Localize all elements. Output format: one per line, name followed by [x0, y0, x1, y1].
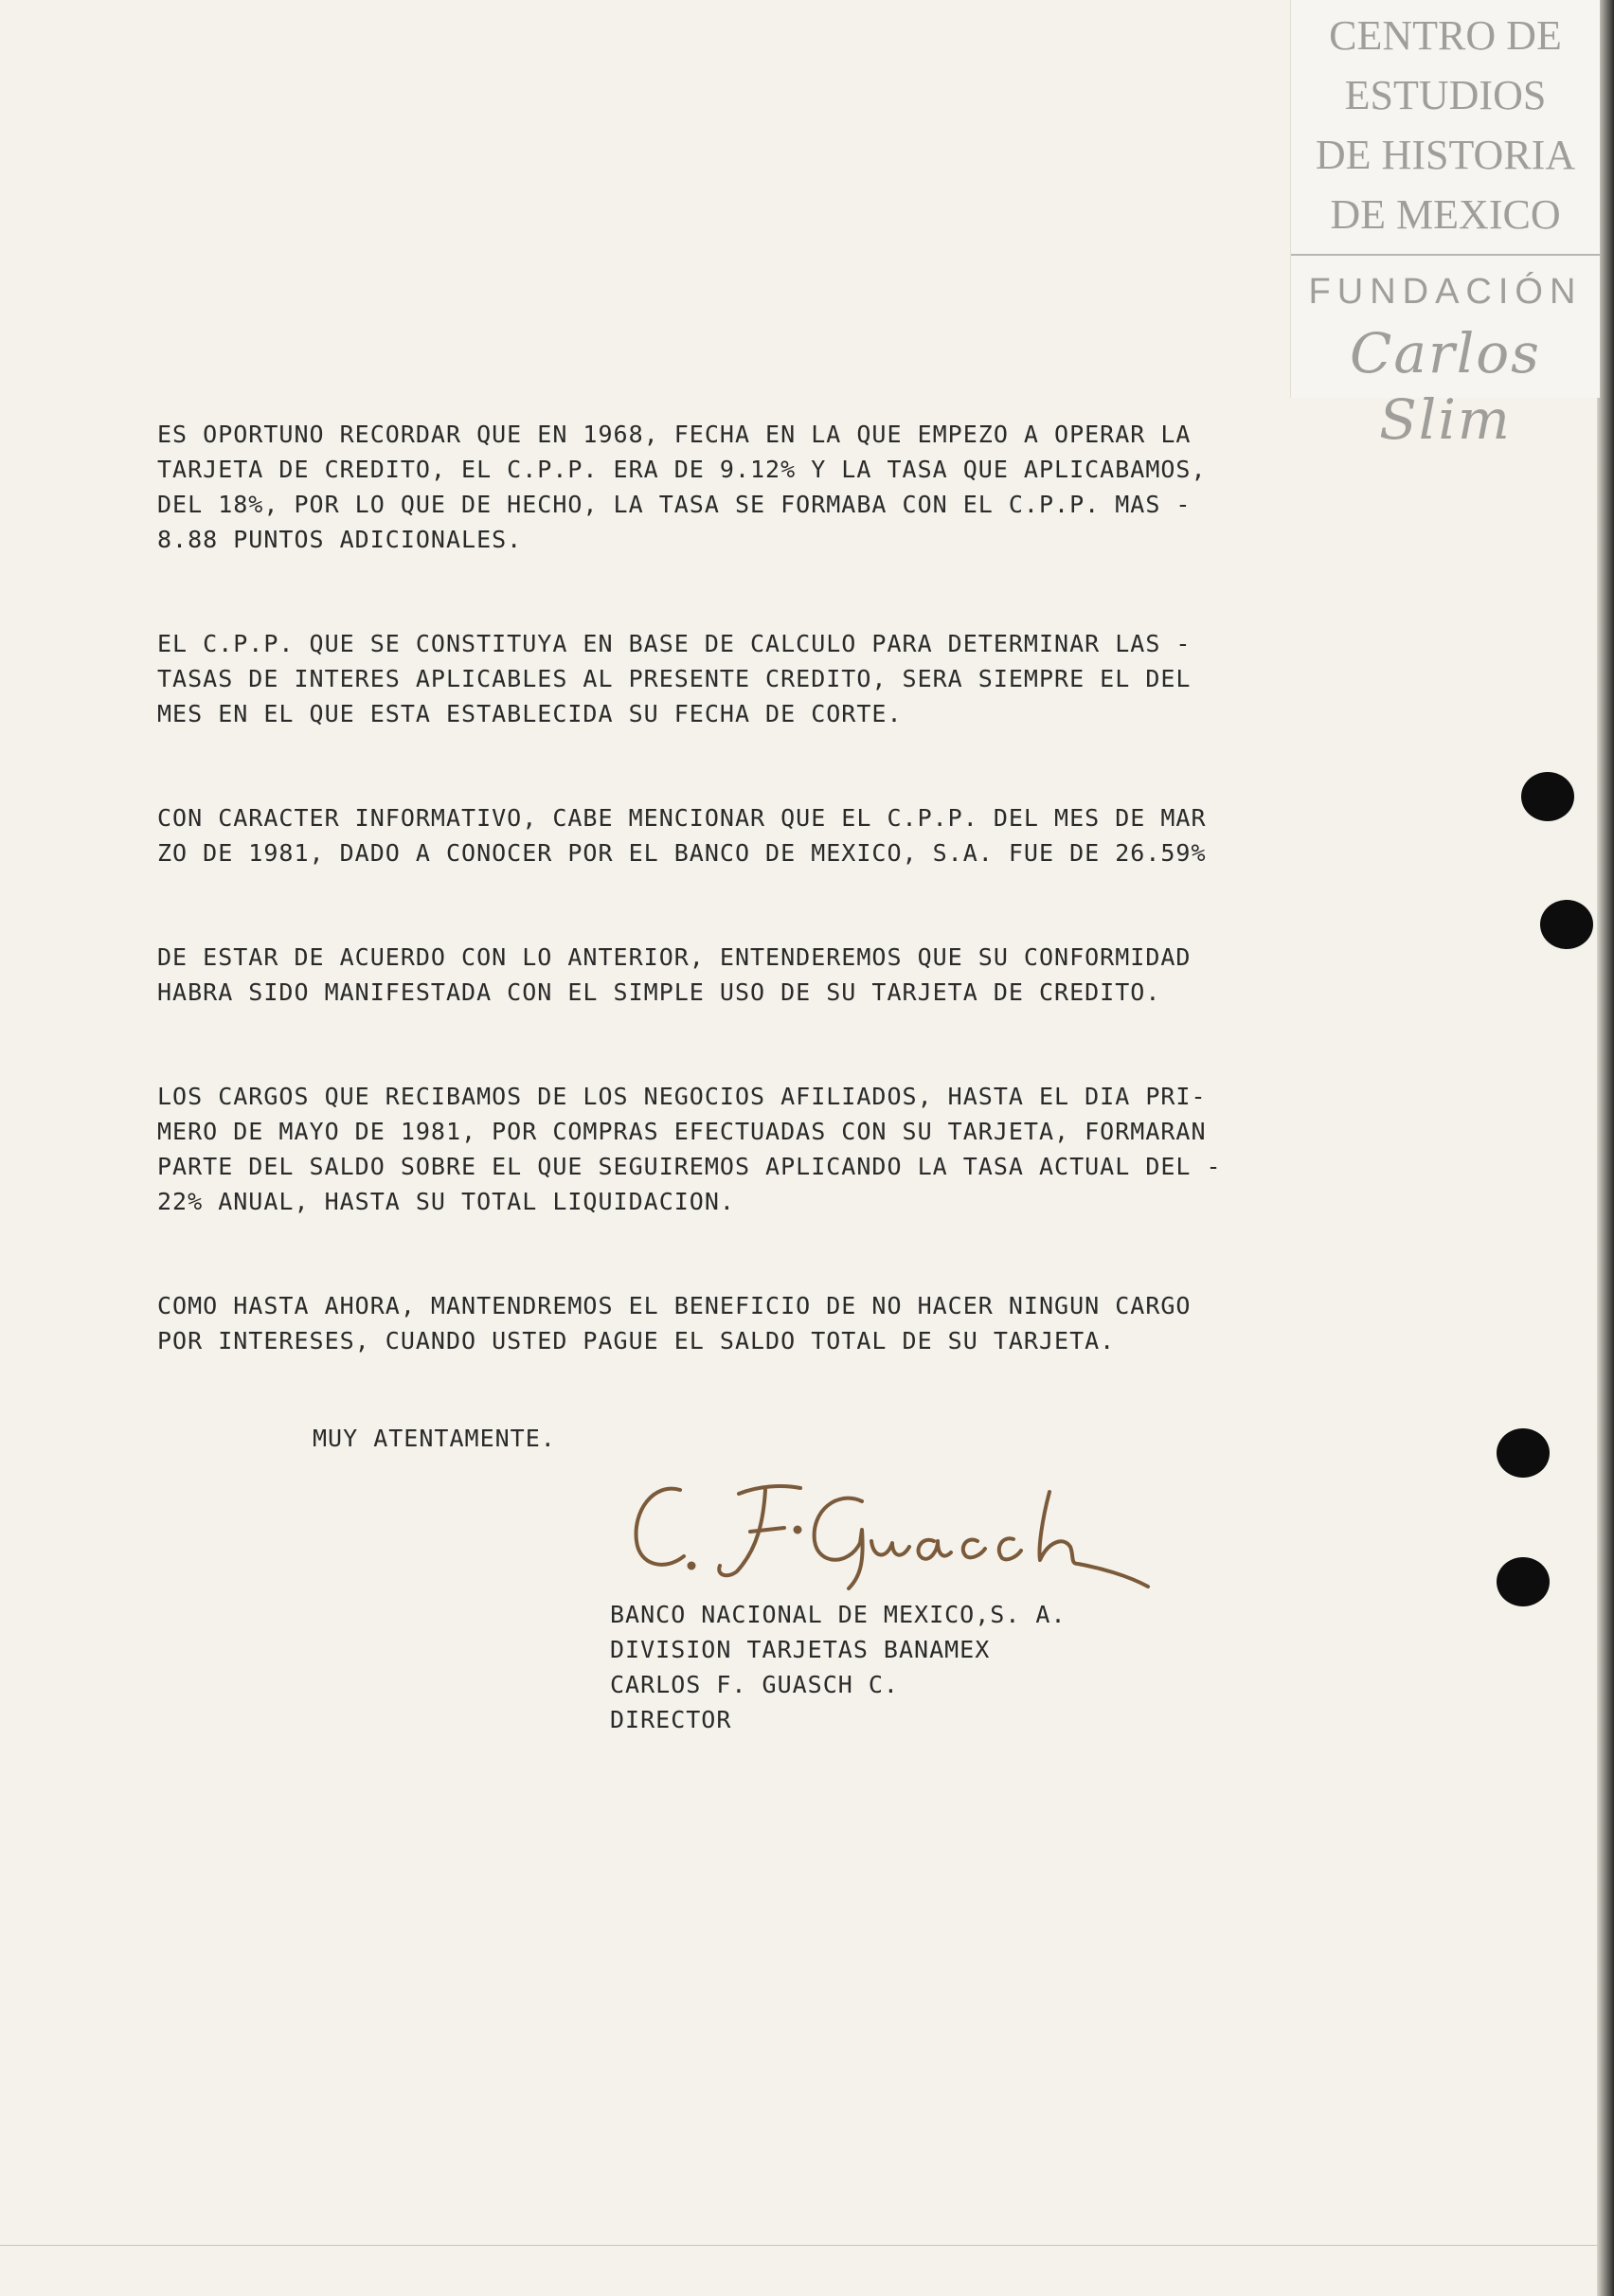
- text-line: 8.88 PUNTOS ADICIONALES.: [157, 526, 523, 553]
- text-line: POR INTERESES, CUANDO USTED PAGUE EL SALDO TOTAL DE SU TARJETA.: [157, 1327, 1116, 1354]
- signature-line: DIRECTOR: [610, 1706, 732, 1733]
- text-line: COMO HASTA AHORA, MANTENDREMOS EL BENEFICIO DE NO HACER NINGUN CARGO: [157, 1292, 1192, 1319]
- text-line: MERO DE MAYO DE 1981, POR COMPRAS EFECTUADAS CON SU TARJETA, FORMARAN: [157, 1118, 1207, 1145]
- text-line: LOS CARGOS QUE RECIBAMOS DE LOS NEGOCIOS AFILIADOS, HASTA EL DIA PRI-: [157, 1083, 1207, 1110]
- stamp-signature-logo: Carlos Slim: [1350, 321, 1541, 452]
- punch-hole: [1521, 772, 1574, 821]
- signature-line: DIVISION TARJETAS BANAMEX: [610, 1636, 991, 1663]
- letter-body: [157, 417, 1408, 1427]
- stamp-line: DE MEXICO: [1330, 191, 1561, 238]
- text-line: ZO DE 1981, DADO A CONOCER POR EL BANCO DE MEXICO, S.A. FUE DE 26.59%: [157, 839, 1207, 867]
- text-line: CON CARACTER INFORMATIVO, CABE MENCIONAR QUE EL C.P.P. DEL MES DE MAR: [157, 804, 1207, 832]
- text-line: 22% ANUAL, HASTA SU TOTAL LIQUIDACION.: [157, 1188, 735, 1215]
- text-line: TASAS DE INTERES APLICABLES AL PRESENTE CREDITO, SERA SIEMPRE EL DEL: [157, 665, 1192, 692]
- closing: MUY ATENTAMENTE.: [313, 1425, 556, 1452]
- fold-line: [0, 2245, 1597, 2246]
- text-line: TARJETA DE CREDITO, EL C.P.P. ERA DE 9.12% Y LA TASA QUE APLICABAMOS,: [157, 456, 1207, 483]
- punch-hole: [1540, 900, 1593, 949]
- punch-hole: [1497, 1428, 1550, 1478]
- archive-stamp: [1290, 0, 1600, 452]
- text-line: EL C.P.P. QUE SE CONSTITUYA EN BASE DE CALCULO PARA DETERMINAR LAS -: [157, 630, 1192, 657]
- text-line: DEL 18%, POR LO QUE DE HECHO, LA TASA SE FORMABA CON EL C.P.P. MAS -: [157, 491, 1192, 518]
- signature-line: BANCO NACIONAL DE MEXICO,S. A.: [610, 1601, 1067, 1628]
- handwritten-signature: [625, 1473, 1156, 1596]
- paragraph: [157, 626, 1408, 731]
- signature-block: [610, 1597, 1067, 1737]
- paragraph: [157, 1079, 1408, 1219]
- text-line: PARTE DEL SALDO SOBRE EL QUE SEGUIREMOS APLICANDO LA TASA ACTUAL DEL -: [157, 1153, 1222, 1180]
- stamp-fundacion: FUNDACIÓN: [1308, 272, 1583, 312]
- punch-hole: [1497, 1557, 1550, 1606]
- stamp-line: ESTUDIOS: [1344, 72, 1547, 118]
- paragraph: [157, 417, 1408, 557]
- signature-line: CARLOS F. GUASCH C.: [610, 1671, 899, 1698]
- text-line: DE ESTAR DE ACUERDO CON LO ANTERIOR, ENTENDEREMOS QUE SU CONFORMIDAD: [157, 943, 1192, 971]
- paragraph: [157, 800, 1408, 870]
- text-line: ES OPORTUNO RECORDAR QUE EN 1968, FECHA EN LA QUE EMPEZO A OPERAR LA: [157, 421, 1192, 448]
- stamp-divider: [1291, 254, 1600, 256]
- paragraph: [157, 940, 1408, 1010]
- text-line: MES EN EL QUE ESTA ESTABLECIDA SU FECHA DE CORTE.: [157, 700, 903, 727]
- stamp-centro-text: [1291, 6, 1600, 244]
- text-line: HABRA SIDO MANIFESTADA CON EL SIMPLE USO DE SU TARJETA DE CREDITO.: [157, 978, 1161, 1006]
- stamp-line: DE HISTORIA: [1315, 132, 1576, 178]
- stamp-line: CENTRO DE: [1329, 12, 1562, 59]
- paragraph: [157, 1288, 1408, 1358]
